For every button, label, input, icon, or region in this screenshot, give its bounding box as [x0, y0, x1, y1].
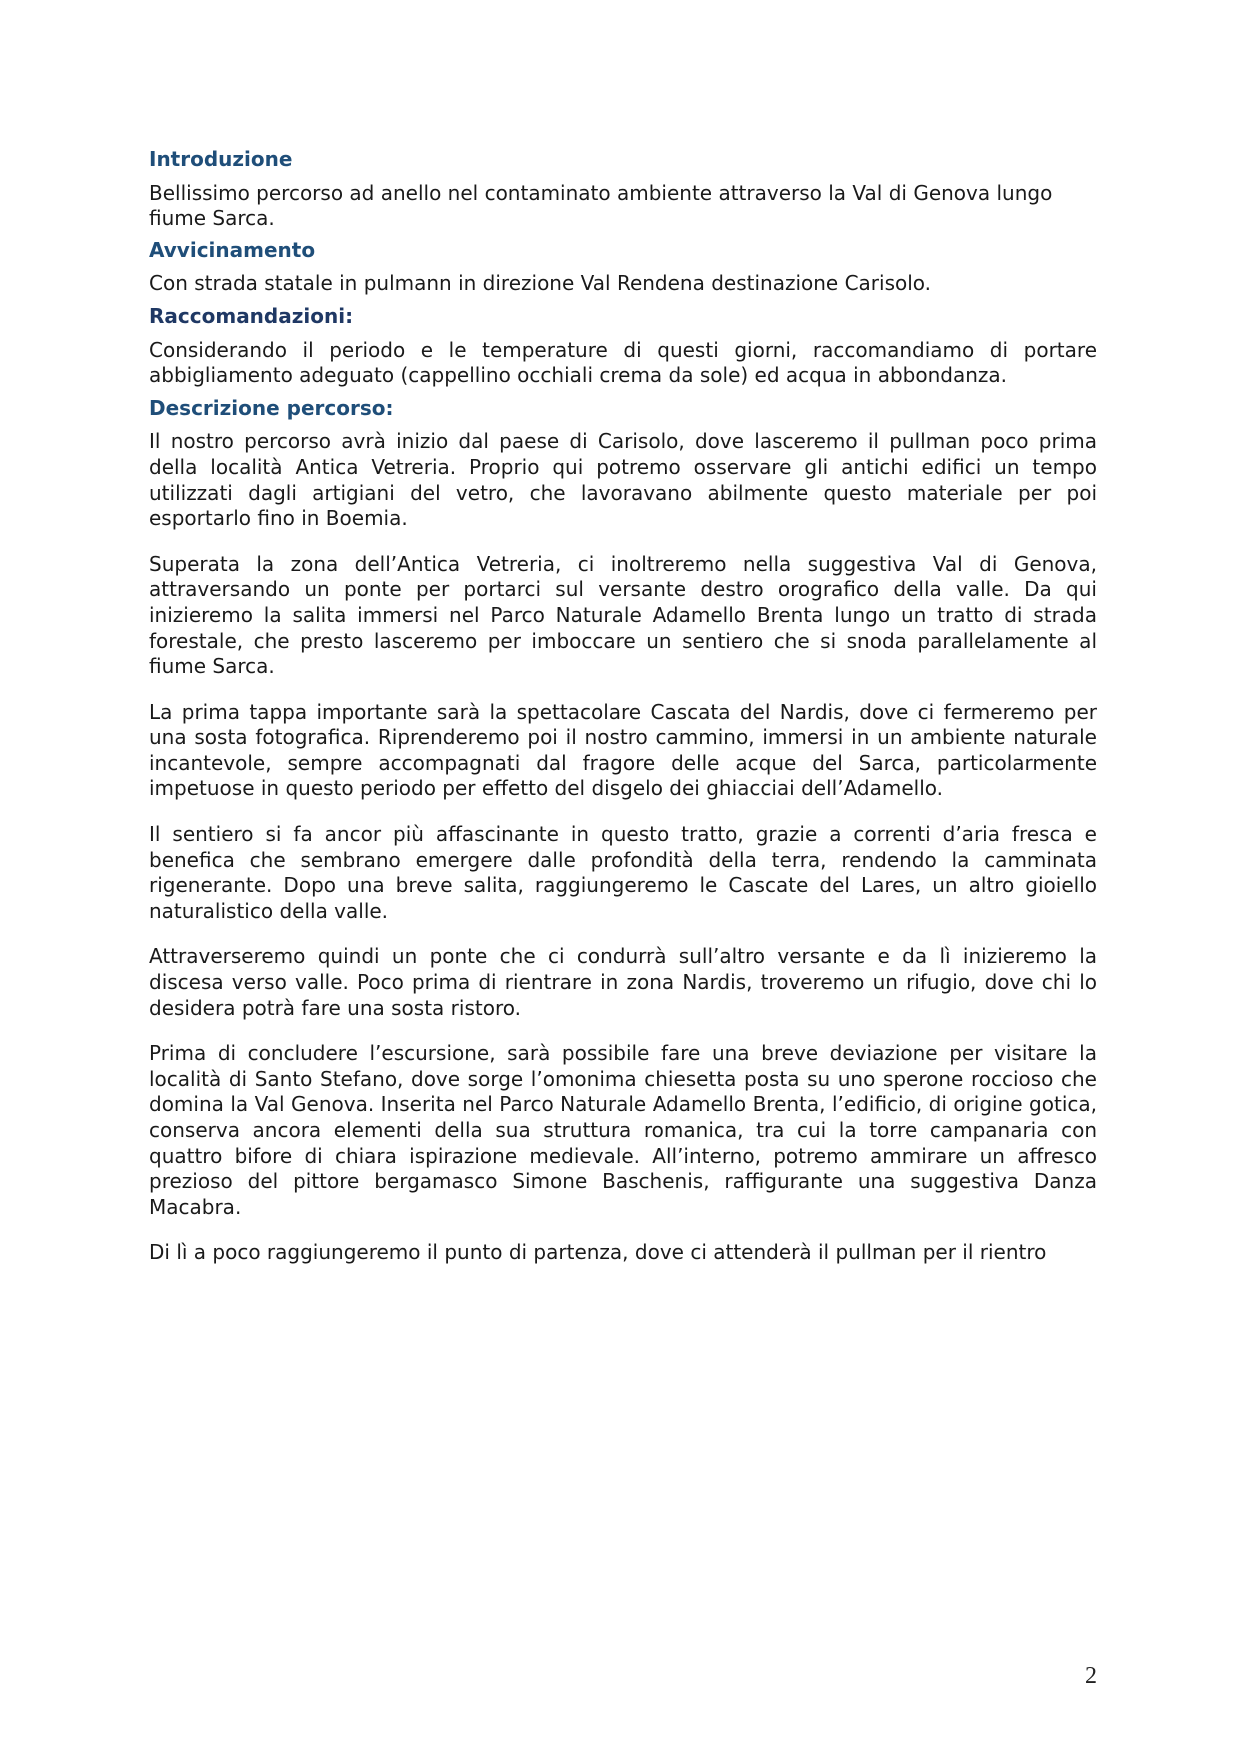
description-paragraph: Attraverseremo quindi un ponte che ci condurrà sull’altro versante e da lì inizieremo la discesa verso valle. Poco prima di rientrare in zona Nardis, troveremo un rifugio, dove chi lo desidera potrà fare una sosta ristoro. — [149, 944, 1097, 1020]
approach-text: Con strada statale in pulmann in direzione Val Rendena destinazione Carisolo. — [149, 271, 932, 296]
recommendations-heading: Raccomandazioni: — [149, 303, 354, 328]
description-paragraph: La prima tappa importante sarà la spettacolare Cascata del Nardis, dove ci fermeremo per una sosta fotografica. Riprenderemo poi il nostro cammino, immersi in un ambiente naturale incantevole, sempre accompagnati dal fragore delle acque del Sarca, particolarmente impetuose in questo periodo per effetto del disgelo dei ghiacciai dell’Adamello. — [149, 699, 1097, 801]
description-paragraph: Il nostro percorso avrà inizio dal paese di Carisolo, dove lasceremo il pullman poco prima della località Antica Vetreria. Proprio qui potremo osservare gli antichi edifici un tempo utilizzati dagli artigiani del vetro, che lavoravano abilmente questo materiale per poi esportarlo fino in Boemia. — [149, 429, 1097, 531]
approach-heading: Avvicinamento — [149, 237, 316, 262]
page-number: 2 — [1085, 1663, 1097, 1689]
intro-heading: Introduzione — [149, 147, 293, 171]
description-paragraph: Superata la zona dell’Antica Vetreria, ci inoltreremo nella suggestiva Val di Genova, attraversando un ponte per portarci sul versante destro orografico della valle. Da qui inizieremo la salita immersi nel Parco Naturale Adamello Brenta lungo un tratto di strada forestale, che presto lasceremo per imboccare un sentiero che si snoda parallelamente al fiume Sarca. — [149, 551, 1097, 679]
description-paragraph: Prima di concludere l’escursione, sarà possibile fare una breve deviazione per visitare la località di Santo Stefano, dove sorge l’omonima chiesetta posta su uno sperone roccioso che domina la Val Genova. Inserita nel Parco Naturale Adamello Brenta, l’edificio, di origine gotica, conserva ancora elementi della sua struttura romanica, tra cui la torre campanaria con quattro bifore di chiara ispirazione medievale. All’interno, potremo ammirare un affresco prezioso del pittore bergamasco Simone Baschenis, raffigurante una suggestiva Danza Macabra. — [149, 1041, 1097, 1219]
description-body — [149, 429, 1097, 1266]
description-paragraph: Il sentiero si fa ancor più affascinante in questo tratto, grazie a correnti d’aria fresca e benefica che sembrano emergere dalle profondità della terra, rendendo la camminata rigenerante. Dopo una breve salita, raggiungeremo le Cascate del Lares, un altro gioiello naturalistico della valle. — [149, 822, 1097, 923]
intro-text: Bellissimo percorso ad anello nel contaminato ambiente attraverso la Val di Genova lungo fiume Sarca. — [149, 180, 1053, 231]
document-body — [149, 147, 1097, 1266]
recommendations-text: Considerando il periodo e le temperature di questi giorni, raccomandiamo di portare abbigliamento adeguato (cappellino occhiali crema da sole) ed acqua in abbondanza. — [149, 337, 1097, 388]
description-heading: Descrizione percorso: — [149, 395, 394, 420]
description-paragraph: Di lì a poco raggiungeremo il punto di partenza, dove ci attenderà il pullman per il rientro — [149, 1240, 1047, 1265]
